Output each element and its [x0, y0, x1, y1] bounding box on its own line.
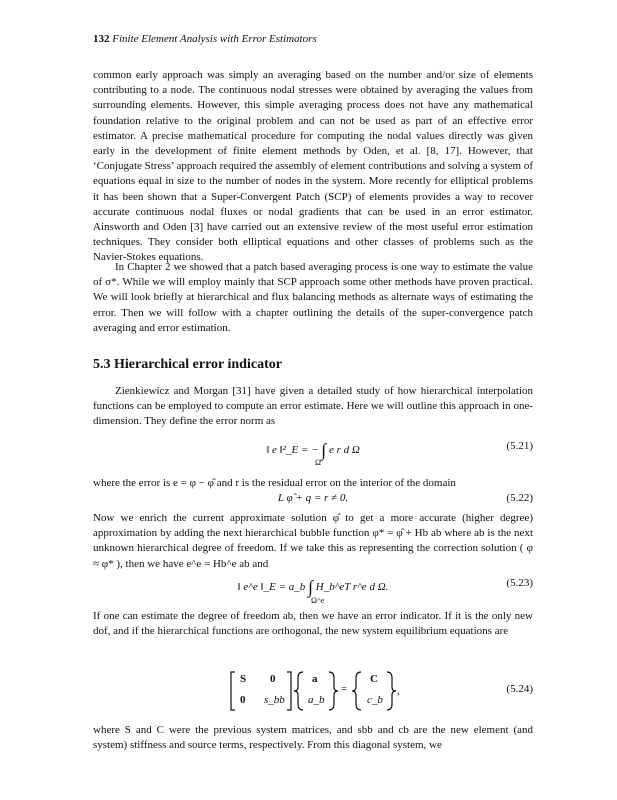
matrix-cell-22: s_bb [264, 694, 285, 706]
eq1-domain: Ω [315, 458, 321, 467]
eq2-number: (5.22) [506, 492, 533, 504]
integral-sign-icon: ∫ [321, 440, 327, 460]
left-square-bracket [231, 672, 235, 710]
paragraph-1: common early approach was simply an averaging based on the number and/or size of elements contributing to a node. The continuous nodal stresses were obtained by averaging the values from surrounding elements. However, this simple averaging process does not have any mathematical foundation relative to the original problem and can not be used as part of an effective error estimator. A precise mathematical procedure for computing the nodal values directly was given early in the development of finite element methods by Oden, et al. [8, 17]. However, that ‘Conjugate Stress’ approach required the assembly of element contributions and solving a system of equations equal in size to the number of nodes in the system. More recently for elliptical problems it has been shown that a Super-Convergent Patch (SCP) of elements provides a way to recover accurate continuous nodal fluxes or nodal gradients that can be used in an error estimator. Ainsworth and Oden [3] have carried out an extensive review of the most useful error estimation techniques. They consider both elliptical equations and other classes of problems such as the Navier-Stokes equations. [93, 69, 533, 264]
right-brace-rhs [387, 672, 396, 710]
right-brace-unknowns [329, 672, 338, 710]
equation-5-21 [93, 440, 533, 467]
eq3-integrand: H_b^eT r^e d Ω. [315, 581, 389, 593]
matrix-cell-21: 0 [240, 694, 246, 706]
eq1-integrand: e r d Ω [328, 444, 360, 456]
rhs-cb: c_b [367, 694, 383, 706]
unknown-a: a [312, 673, 318, 685]
eq1-lhs: ‖ e ‖²_E = − [266, 444, 319, 456]
eq3-domain: Ω^e [311, 596, 325, 605]
rhs-c: C [370, 673, 378, 685]
running-header [93, 33, 317, 45]
paragraph-6: If one can estimate the degree of freedom ab, then we have an error indicator. If it is the only new dof, and if the hierarchical functions are orthogonal, the new system equilibrium equations are [93, 610, 533, 638]
paragraph-2: In Chapter 2 we showed that a patch based averaging process is one way to estimate the value of σ*. While we will employ mainly that SCP approach some other methods have proven practical. We will look briefly at hierarchical and flux balancing methods as alternate ways of estimating the error. Then we will follow with a chapter outlining the details of the super-convergence patch averaging and error estimation. [93, 261, 533, 334]
eq1-number: (5.21) [506, 440, 533, 452]
unknown-ab: a_b [308, 694, 325, 706]
equation-5-23 [93, 577, 533, 605]
left-brace-unknowns [294, 672, 303, 710]
matrix-cell-12: 0 [270, 673, 276, 685]
equation-5-24 [93, 670, 533, 712]
eq3-number: (5.23) [506, 577, 533, 589]
paragraph-5: Now we enrich the current approximate solution φ̂ to get a more accurate (higher degree) approximation by adding the next hierarchical bubble function φ* = φ̂ + Hb ab where ab is the next unknown hierarchical degree of freedom. If we take this as representing the correction solution ( φ ≈ φ* ), then we have e^e = Hb^e ab and [93, 512, 533, 570]
running-title: Finite Element Analysis with Error Estimators [112, 33, 317, 45]
matrix-cell-11: S [240, 673, 247, 685]
paragraph-3: Zienkiewicz and Morgan [31] have given a detailed study of how hierarchical interpolation functions can be employed to compute an error estimate. Here we will outline this approach in one-dimension. They define the error norm as [93, 385, 533, 428]
left-brace-rhs [352, 672, 361, 710]
paragraph-7: where S and C were the previous system matrices, and sbb and cb are the new element (and system) stiffness and source terms, respectively. From this diagonal system, we [93, 724, 533, 752]
eq2-expr: L φ̂ + q = r ≠ 0. [277, 492, 349, 504]
eq4-number: (5.24) [506, 683, 533, 695]
eq3-lhs: ‖ e^e ‖_E = a_b [237, 581, 306, 593]
right-square-bracket [287, 672, 291, 710]
page-number: 132 [93, 33, 110, 45]
equals-sign: = [341, 683, 348, 695]
paragraph-4: where the error is e = φ − φ̂ and r is the residual error on the interior of the domain [93, 477, 456, 489]
section-title: 5.3 Hierarchical error indicator [93, 357, 282, 372]
integral-sign-icon: ∫ [308, 577, 313, 597]
equation-5-22 [93, 492, 533, 512]
trailing-comma: , [397, 685, 400, 697]
